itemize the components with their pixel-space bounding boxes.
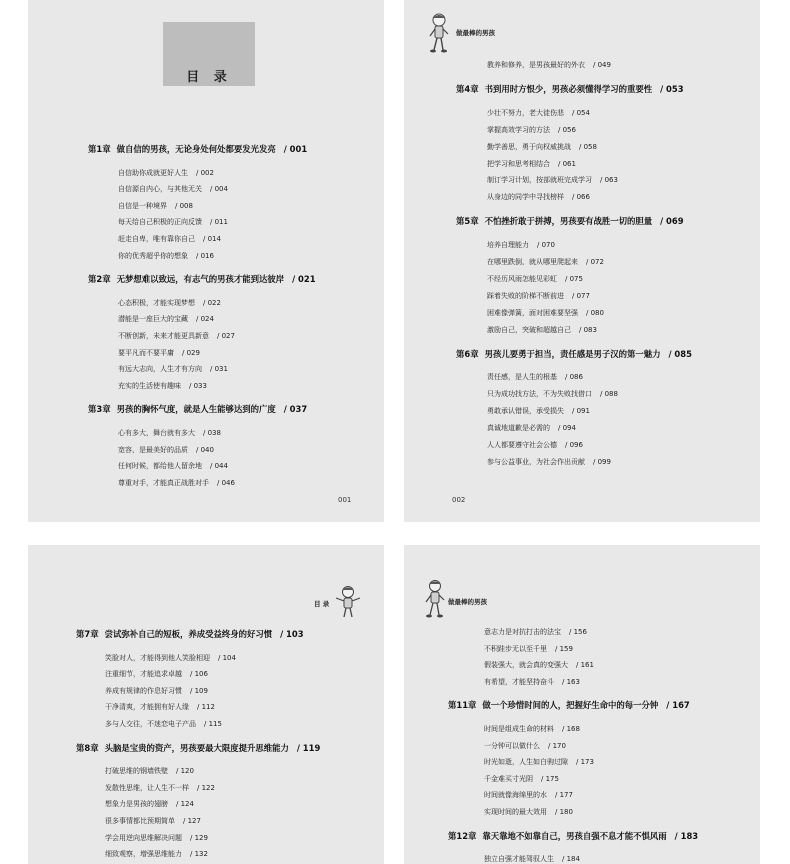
section-title: 有希望，才能坚持奋斗 xyxy=(484,677,554,686)
toc-page-ref: / 049 xyxy=(593,61,611,69)
toc-page-ref: / 163 xyxy=(562,677,580,686)
toc-section-row xyxy=(484,854,580,864)
section-title: 你的优秀超乎你的想象 xyxy=(118,251,188,260)
section-title: 自信是一种境界 xyxy=(118,201,167,210)
section-title: 想象力是男孩的翅膀 xyxy=(105,800,168,809)
toc-section-row xyxy=(487,108,590,118)
chapter-title: 做一个珍惜时间的人，把握好生命中的每一分钟 xyxy=(482,700,659,711)
section-title: 每天给自己积极的正向反馈 xyxy=(118,218,202,227)
toc-section-row xyxy=(487,406,590,416)
section-title: 时间是组成生命的材料 xyxy=(484,725,554,733)
section-title: 时间就像海绵里的水 xyxy=(484,791,547,800)
page-number: 002 xyxy=(452,496,466,504)
toc-page-ref: / 112 xyxy=(197,703,215,712)
section-title: 参与公益事业，为社会作出贡献 xyxy=(487,457,585,466)
section-title: 从身边的同学中寻找榜样 xyxy=(487,193,564,202)
toc-page-ref: / 061 xyxy=(558,159,576,168)
toc-page-ref: / 106 xyxy=(190,670,208,679)
section-title: 时光如逝，人生如白驹过隙 xyxy=(484,758,568,767)
chapter-title: 靠天靠地不如靠自己，男孩自强不息才能不惧风雨 xyxy=(482,830,667,841)
toc-section-row xyxy=(487,291,590,301)
section-title: 发散性思维，让人生不一样 xyxy=(105,783,189,792)
chapter-number: 第4章 xyxy=(456,83,479,94)
toc-title-box xyxy=(163,22,255,86)
toc-chapter-row xyxy=(76,628,304,640)
toc-page-ref: / 014 xyxy=(203,235,221,243)
section-title: 千金难买寸光阴 xyxy=(484,774,533,783)
toc-chapter-row xyxy=(456,348,692,360)
toc-page-ref: / 173 xyxy=(576,758,594,767)
section-title: 困难像弹簧，面对困难要坚强 xyxy=(487,308,578,317)
toc-section-row xyxy=(118,348,200,358)
section-title: 要平凡而不要平庸 xyxy=(118,348,174,357)
toc-chapter-row xyxy=(88,403,307,415)
toc-section-row xyxy=(105,702,215,712)
toc-page-ref: / 022 xyxy=(203,298,221,307)
toc-page-ref: / 063 xyxy=(600,176,618,185)
section-title: 宽容，是最美好的品质 xyxy=(118,445,188,454)
toc-section-row xyxy=(487,274,583,284)
toc-section-row xyxy=(487,308,604,318)
toc-page-ref: / 070 xyxy=(537,241,555,250)
section-title: 心态积极，才能实现梦想 xyxy=(118,298,195,307)
toc-section-row xyxy=(118,445,214,455)
toc-section-row xyxy=(484,774,559,784)
section-title: 很多事情都比预期简单 xyxy=(105,817,175,825)
section-title: 尊重对手，才能真正战胜对手 xyxy=(118,478,209,487)
chapter-title: 男孩儿要勇于担当，责任感是男子汉的第一魅力 xyxy=(484,348,661,359)
page-number: 001 xyxy=(338,496,352,504)
chapter-title: 无梦想难以致远，有志气的男孩才能到达彼岸 xyxy=(116,274,285,285)
toc-section-row xyxy=(118,364,228,374)
toc-page-ref: / 077 xyxy=(572,291,590,300)
toc-page-ref: / 183 xyxy=(674,830,699,841)
toc-section-row xyxy=(105,669,208,679)
section-title: 在哪里跌倒，就从哪里爬起来 xyxy=(487,258,578,266)
toc-page-ref: / 124 xyxy=(176,800,194,809)
toc-page-ref: / 091 xyxy=(572,407,590,416)
toc-section-row xyxy=(487,175,618,185)
toc-section-row xyxy=(484,757,594,767)
toc-section-row xyxy=(484,807,573,817)
toc-section-row xyxy=(118,217,228,227)
toc-page-ref: / 132 xyxy=(190,850,208,859)
section-title: 不断创新，未来才能更具新意 xyxy=(118,332,209,340)
chapter-number: 第5章 xyxy=(456,216,479,227)
section-title: 注重细节，才能追求卓越 xyxy=(105,670,182,679)
section-title: 勇敢承认错误，承受损失 xyxy=(487,407,564,416)
section-title: 真诚地道歉是必需的 xyxy=(487,424,550,433)
toc-page-ref: / 086 xyxy=(565,373,583,382)
toc-page-3 xyxy=(28,545,384,864)
toc-page-ref: / 115 xyxy=(204,720,222,728)
toc-page-ref: / 096 xyxy=(565,441,583,449)
section-title: 不积跬步无以至千里 xyxy=(484,644,547,653)
section-title: 不经历风雨怎能见彩虹 xyxy=(487,274,557,283)
section-title: 意志力是对抗打击的法宝 xyxy=(484,628,561,636)
chapter-number: 第12章 xyxy=(448,830,477,841)
section-title: 潜能是一座巨大的宝藏 xyxy=(118,315,188,324)
toc-section-row xyxy=(118,298,221,308)
toc-section-row xyxy=(118,314,214,324)
toc-page-ref: / 156 xyxy=(569,628,587,636)
toc-section-row xyxy=(118,251,214,261)
section-title: 多与人交往，不迷恋电子产品 xyxy=(105,720,196,728)
toc-page-ref: / 080 xyxy=(586,308,604,317)
toc-section-row xyxy=(487,60,611,70)
section-title: 踩着失败的阶梯不断前进 xyxy=(487,291,564,300)
section-title: 一分钟可以做什么 xyxy=(484,741,540,750)
toc-page-ref: / 129 xyxy=(190,833,208,842)
toc-page-ref: / 011 xyxy=(210,218,228,227)
toc-section-row xyxy=(484,627,587,637)
toc-page-ref: / 038 xyxy=(203,429,221,437)
section-title: 勤学善思，勇于向权威挑战 xyxy=(487,142,571,151)
toc-section-row xyxy=(487,159,576,169)
section-title: 把学习和思考相结合 xyxy=(487,159,550,168)
toc-page-ref: / 168 xyxy=(562,725,580,733)
toc-section-row xyxy=(118,381,207,391)
running-header: 做最棒的男孩 xyxy=(456,29,495,37)
toc-section-row xyxy=(484,660,594,670)
section-title: 掌握高效学习的方法 xyxy=(487,125,550,134)
toc-page-ref: / 008 xyxy=(175,201,193,210)
toc-page-ref: / 046 xyxy=(217,478,235,487)
toc-page-ref: / 053 xyxy=(660,83,684,94)
toc-section-row xyxy=(487,389,618,399)
toc-page-ref: / 044 xyxy=(210,462,228,471)
boy-mascot-icon xyxy=(428,12,450,54)
section-title: 激励自己，突破和超越自己 xyxy=(487,325,571,334)
toc-page-ref: / 120 xyxy=(176,767,194,776)
toc-section-row xyxy=(105,849,208,859)
toc-section-row xyxy=(487,125,576,135)
section-title: 少壮不努力，老大徒伤悲 xyxy=(487,108,564,117)
toc-section-row xyxy=(118,331,235,341)
toc-page-ref: / 170 xyxy=(548,741,566,750)
toc-page-ref: / 001 xyxy=(283,144,308,154)
chapter-title: 不怕挫折敢于拼搏，男孩要有战胜一切的胆量 xyxy=(484,216,653,227)
section-title: 只为成功找方法，不为失败找借口 xyxy=(487,390,592,399)
toc-page-ref: / 159 xyxy=(555,644,573,653)
toc-section-row xyxy=(487,372,583,382)
toc-page-ref: / 037 xyxy=(283,404,308,415)
toc-chapter-row xyxy=(456,83,684,95)
toc-chapter-row xyxy=(448,699,690,711)
toc-page-ref: / 016 xyxy=(196,251,214,260)
toc-chapter-row xyxy=(88,273,316,285)
toc-page-ref: / 031 xyxy=(210,365,228,374)
toc-section-row xyxy=(487,440,583,450)
section-title: 有远大志向，人生才有方向 xyxy=(118,365,202,374)
chapter-number: 第6章 xyxy=(456,348,479,359)
toc-page-ref: / 104 xyxy=(218,653,236,662)
toc-page-ref: / 002 xyxy=(196,168,214,177)
toc-section-row xyxy=(105,719,222,729)
chapter-title: 做自信的男孩，无论身处何处都要发光发亮 xyxy=(116,144,276,154)
toc-section-row xyxy=(105,783,215,793)
section-title: 干净清爽，才能拥有好人缘 xyxy=(105,703,189,712)
running-header: 做最棒的男孩 xyxy=(448,598,487,606)
toc-page-ref: / 184 xyxy=(562,855,580,864)
section-title: 心有多大，舞台就有多大 xyxy=(118,429,195,437)
toc-page-ref: / 127 xyxy=(183,817,201,825)
toc-page-ref: / 094 xyxy=(558,424,576,433)
toc-section-row xyxy=(487,142,597,152)
toc-section-row xyxy=(118,478,235,488)
section-title: 笑脸对人，才能得到他人笑脸相迎 xyxy=(105,653,210,662)
toc-page-ref: / 040 xyxy=(196,445,214,454)
toc-section-row xyxy=(484,677,580,687)
toc-section-row xyxy=(105,833,208,843)
toc-page-1 xyxy=(28,0,384,522)
toc-page-ref: / 029 xyxy=(182,348,200,357)
chapter-number: 第11章 xyxy=(448,700,477,711)
chapter-title: 男孩的胸怀气度，就是人生能够达到的广度 xyxy=(116,404,276,415)
section-title: 打破思维的钢墙铁壁 xyxy=(105,767,168,776)
toc-section-row xyxy=(105,816,201,826)
section-title: 养成有规律的作息好习惯 xyxy=(105,686,182,695)
toc-section-row xyxy=(484,741,566,751)
toc-section-row xyxy=(484,790,573,800)
toc-title: 目 录 xyxy=(186,70,232,85)
toc-page-ref: / 109 xyxy=(190,686,208,695)
toc-chapter-row xyxy=(448,830,698,842)
section-title: 教养和修养，是男孩最好的外衣 xyxy=(487,61,585,69)
section-title: 独立自强才能驾驭人生 xyxy=(484,855,554,864)
toc-page-ref: / 180 xyxy=(555,808,573,816)
toc-section-row xyxy=(118,168,214,178)
toc-page-ref: / 021 xyxy=(292,274,316,285)
toc-chapter-row xyxy=(88,143,307,155)
toc-chapter-row xyxy=(76,742,320,754)
toc-page-ref: / 075 xyxy=(565,274,583,283)
toc-page-ref: / 103 xyxy=(280,629,304,639)
section-title: 自信源自内心，与其他无关 xyxy=(118,185,202,194)
toc-page-ref: / 088 xyxy=(600,390,618,399)
chapter-title: 尝试弥补自己的短板，养成受益终身的好习惯 xyxy=(104,629,273,639)
toc-section-row xyxy=(487,192,590,202)
section-title: 赶走自卑，唯有靠你自己 xyxy=(118,235,195,243)
toc-section-row xyxy=(487,457,611,467)
toc-page-ref: / 056 xyxy=(558,125,576,134)
section-title: 学会用逆向思维解决问题 xyxy=(105,833,182,842)
toc-section-row xyxy=(118,428,221,438)
toc-page-2 xyxy=(404,0,760,522)
section-title: 培养自理能力 xyxy=(487,241,529,250)
toc-page-ref: / 122 xyxy=(197,783,215,792)
section-title: 人人都要遵守社会公德 xyxy=(487,441,557,449)
chapter-number: 第7章 xyxy=(76,629,99,639)
toc-page-ref: / 119 xyxy=(296,742,321,753)
chapter-number: 第1章 xyxy=(88,144,111,154)
section-title: 任何时候，都给他人留余地 xyxy=(118,462,202,471)
section-title: 实现时间的最大效用 xyxy=(484,808,547,816)
toc-section-row xyxy=(105,799,194,809)
chapter-title: 书到用时方恨少，男孩必须懂得学习的重要性 xyxy=(484,83,653,94)
toc-page-ref: / 072 xyxy=(586,258,604,266)
toc-section-row xyxy=(105,686,208,696)
section-title: 充实的生活使有趣味 xyxy=(118,381,181,390)
boy-mascot-icon xyxy=(424,579,446,619)
toc-page-ref: / 024 xyxy=(196,315,214,324)
toc-section-row xyxy=(487,423,576,433)
toc-page-ref: / 004 xyxy=(210,185,228,194)
toc-section-row xyxy=(487,240,555,250)
toc-section-row xyxy=(118,201,193,211)
toc-page-4 xyxy=(404,545,760,864)
section-title: 制订学习计划，按部就班完成学习 xyxy=(487,176,592,185)
toc-page-ref: / 033 xyxy=(189,381,207,390)
toc-section-row xyxy=(487,325,597,335)
toc-page-ref: / 027 xyxy=(217,332,235,340)
toc-section-row xyxy=(118,461,228,471)
toc-section-row xyxy=(118,234,221,244)
toc-page-ref: / 099 xyxy=(593,457,611,466)
toc-chapter-row xyxy=(456,215,684,227)
section-title: 责任感，是人生的根基 xyxy=(487,373,557,382)
chapter-number: 第2章 xyxy=(88,274,111,285)
chapter-number: 第8章 xyxy=(76,742,99,753)
toc-section-row xyxy=(484,644,573,654)
toc-section-row xyxy=(105,766,194,776)
toc-page-ref: / 066 xyxy=(572,193,590,202)
toc-section-row xyxy=(484,724,580,734)
toc-page-ref: / 177 xyxy=(555,791,573,800)
toc-page-ref: / 054 xyxy=(572,108,590,117)
toc-page-ref: / 167 xyxy=(666,700,690,711)
section-title: 自信助你成就更好人生 xyxy=(118,168,188,177)
section-title: 假装强大，就会真的变强大 xyxy=(484,661,568,670)
toc-section-row xyxy=(118,184,228,194)
toc-page-ref: / 083 xyxy=(579,325,597,334)
toc-page-ref: / 175 xyxy=(541,774,559,783)
toc-page-ref: / 161 xyxy=(576,661,594,670)
toc-section-row xyxy=(487,257,604,267)
toc-page-ref: / 069 xyxy=(660,216,684,227)
toc-section-row xyxy=(105,653,236,663)
chapter-title: 头脑是宝贵的资产，男孩要最大限度提升思维能力 xyxy=(104,742,289,753)
chapter-number: 第3章 xyxy=(88,404,111,415)
boy-mascot-icon xyxy=(334,585,362,619)
toc-page-ref: / 058 xyxy=(579,142,597,151)
toc-page-ref: / 085 xyxy=(668,348,692,359)
running-header: 目 录 xyxy=(314,600,330,608)
section-title: 细致观察，增强思维能力 xyxy=(105,850,182,859)
